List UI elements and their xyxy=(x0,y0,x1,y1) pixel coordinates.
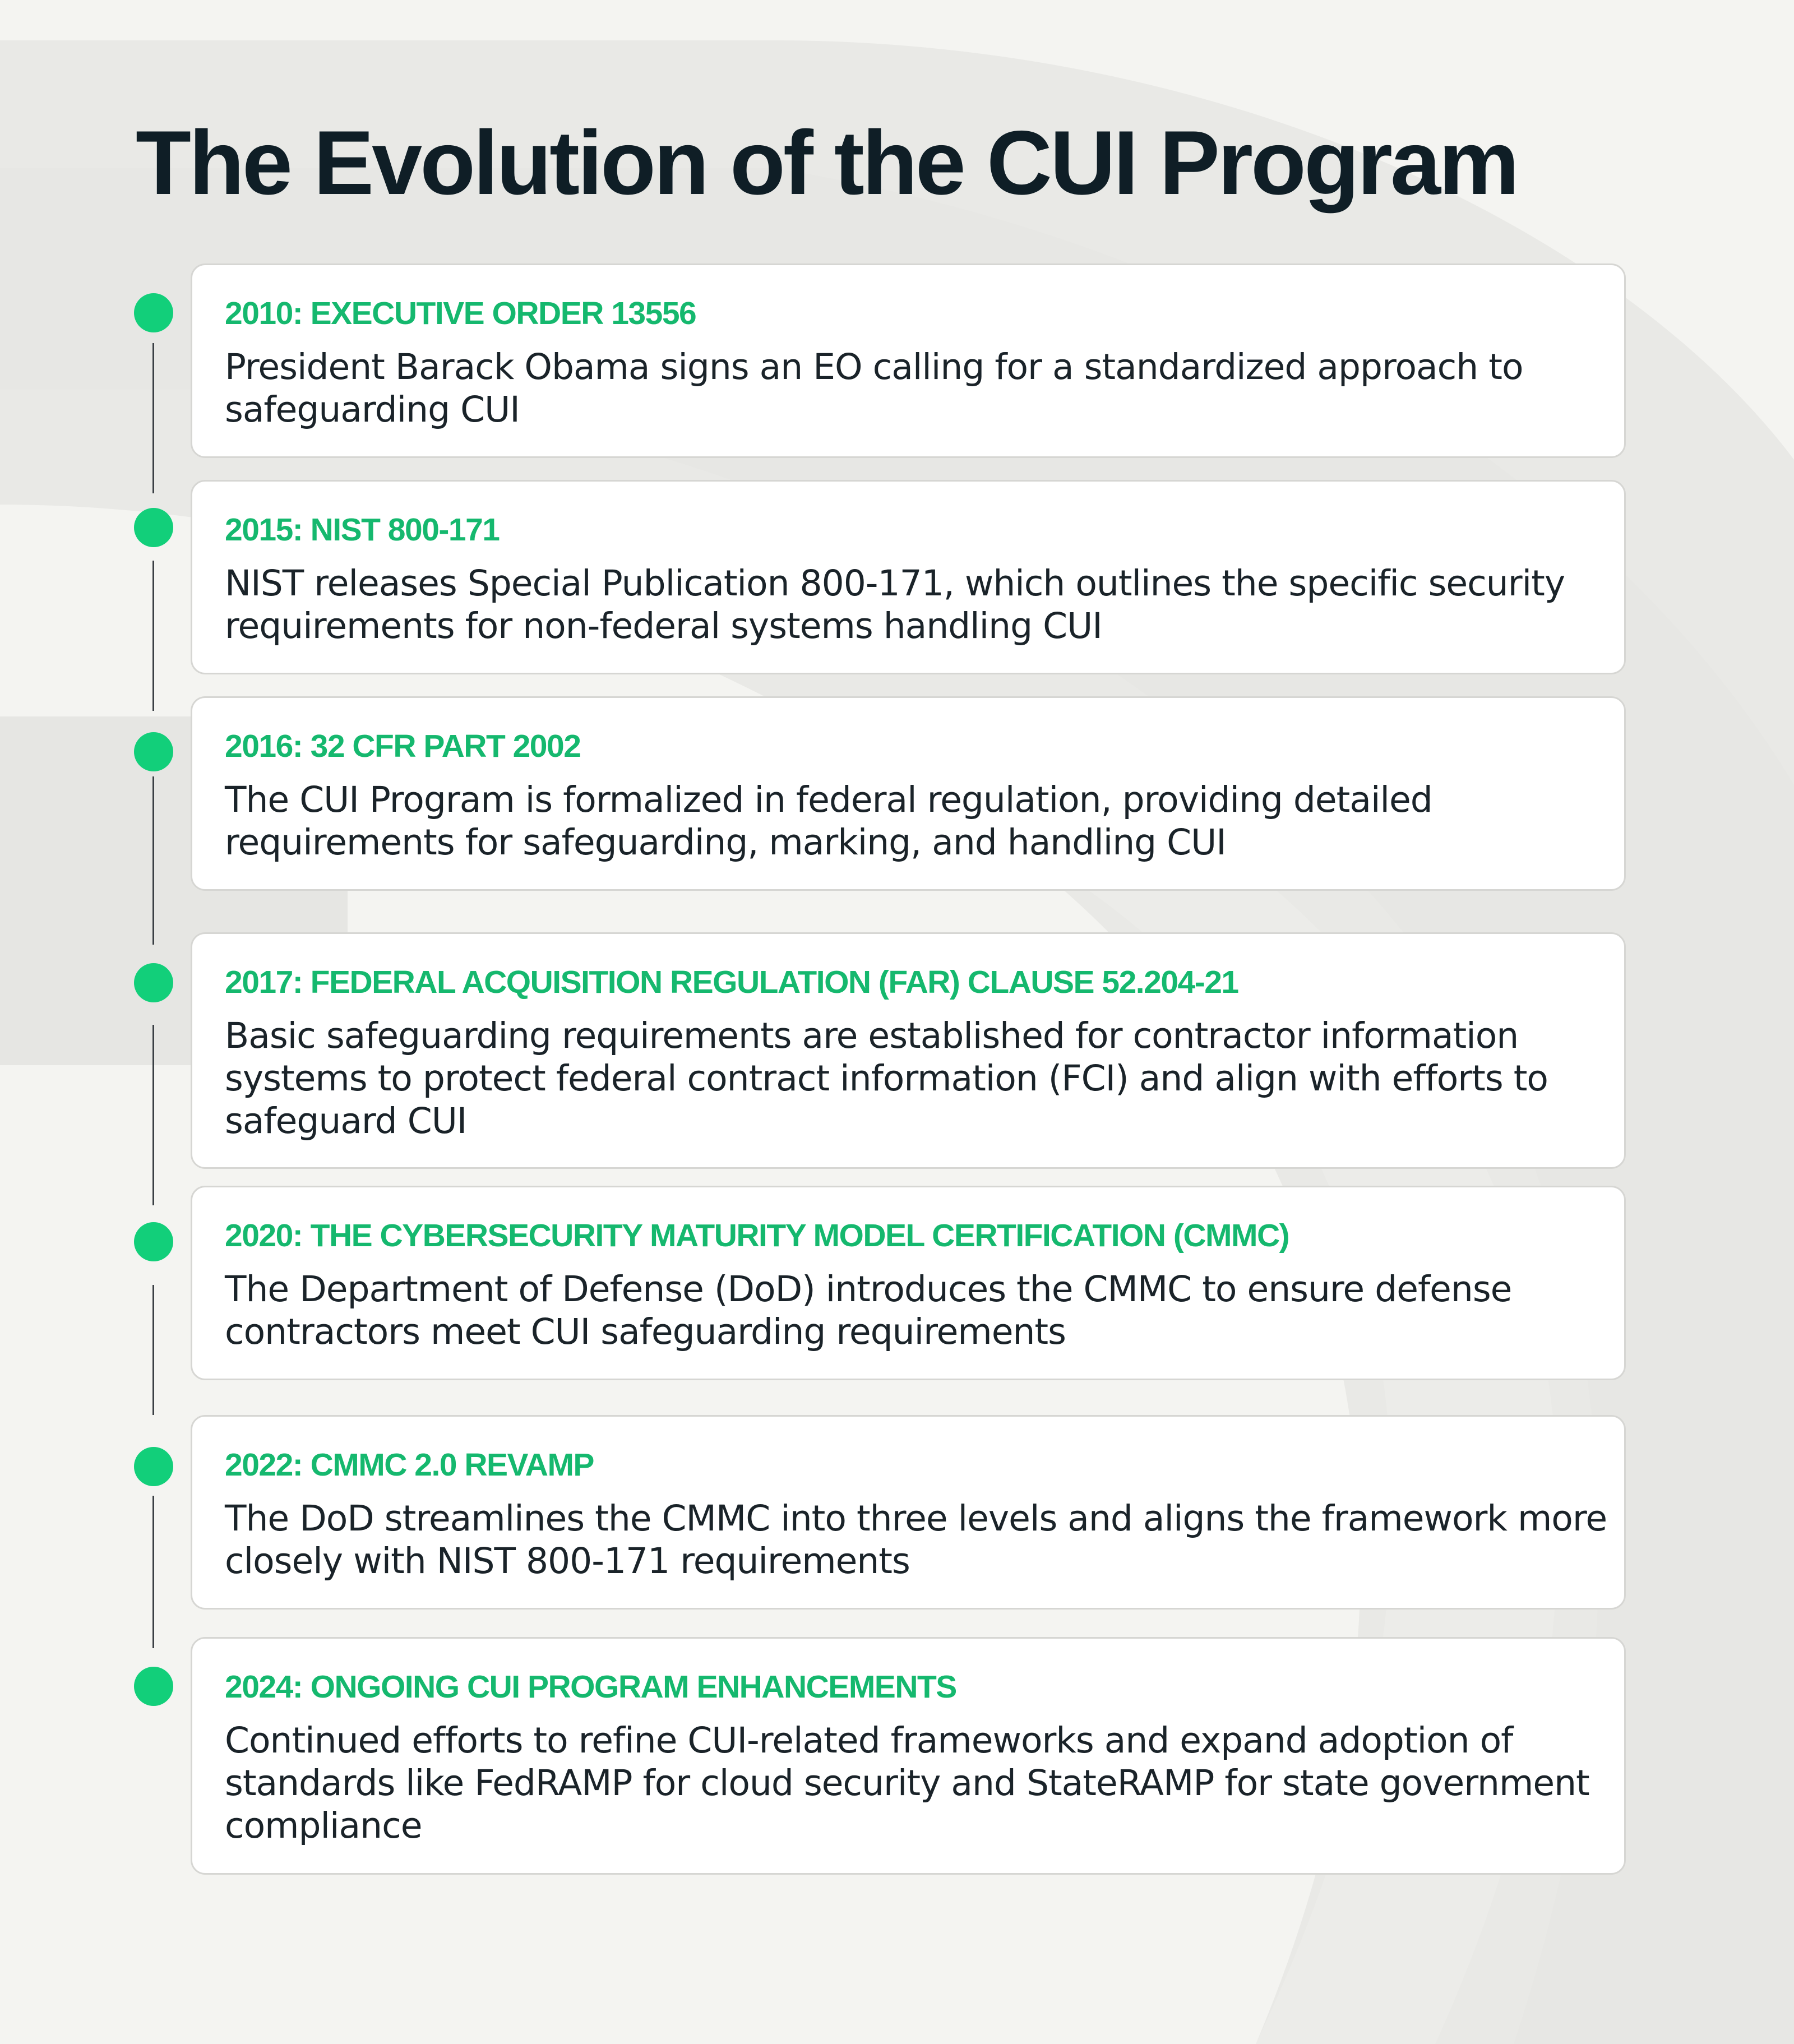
event-heading: 2015: NIST 800-171 xyxy=(225,512,500,548)
timeline-event-card xyxy=(191,1637,1626,1875)
timeline-dot xyxy=(134,1447,173,1486)
timeline-connector xyxy=(152,561,154,711)
event-heading: 2024: ONGOING CUI PROGRAM ENHANCEMENTS xyxy=(225,1669,956,1705)
event-description: President Barack Obama signs an EO calling for a standardized approach to safeguarding CUI xyxy=(225,346,1523,430)
timeline-dot xyxy=(134,1222,173,1261)
event-heading: 2017: FEDERAL ACQUISITION REGULATION (FAR) CLAUSE 52.204-21 xyxy=(225,964,1238,1000)
timeline-connector xyxy=(152,1496,154,1648)
timeline-dot xyxy=(134,293,173,332)
event-heading: 2022: CMMC 2.0 REVAMP xyxy=(225,1447,594,1483)
event-description: The DoD streamlines the CMMC into three levels and aligns the framework more closely with NIST 800-171 requirements xyxy=(225,1497,1607,1581)
timeline-event-card xyxy=(191,480,1626,674)
event-heading: 2010: EXECUTIVE ORDER 13556 xyxy=(225,295,696,331)
event-heading: 2020: THE CYBERSECURITY MATURITY MODEL CERTIFICATION (CMMC) xyxy=(225,1218,1289,1254)
event-description: Continued efforts to refine CUI-related frameworks and expand adoption of standards like FedRAMP for cloud security and StateRAMP for state government compliance xyxy=(225,1719,1589,1846)
event-description: The CUI Program is formalized in federal regulation, providing detailed requirements for safeguarding, marking, and handling CUI xyxy=(225,779,1432,863)
timeline-event-card xyxy=(191,1186,1626,1380)
timeline-dot xyxy=(134,963,173,1002)
timeline-connector xyxy=(152,1285,154,1415)
timeline-dot xyxy=(134,1667,173,1706)
timeline-dot xyxy=(134,732,173,771)
timeline-event-card xyxy=(191,932,1626,1169)
timeline-connector xyxy=(152,1025,154,1205)
timeline-event-card xyxy=(191,1415,1626,1610)
page-title: The Evolution of the CUI Program xyxy=(136,112,1518,214)
event-description: NIST releases Special Publication 800-171, which outlines the specific security requirements for non-federal systems handling CUI xyxy=(225,562,1565,646)
event-description: The Department of Defense (DoD) introduces the CMMC to ensure defense contractors meet CUI safeguarding requirements xyxy=(225,1268,1512,1352)
timeline-connector xyxy=(152,776,154,945)
event-heading: 2016: 32 CFR PART 2002 xyxy=(225,728,581,764)
timeline-event-card xyxy=(191,696,1626,891)
timeline-dot xyxy=(134,508,173,547)
timeline-event-card xyxy=(191,263,1626,458)
timeline-connector xyxy=(152,343,154,493)
event-description: Basic safeguarding requirements are established for contractor information systems to protect federal contract information (FCI) and align with efforts to safeguard CUI xyxy=(225,1015,1548,1141)
